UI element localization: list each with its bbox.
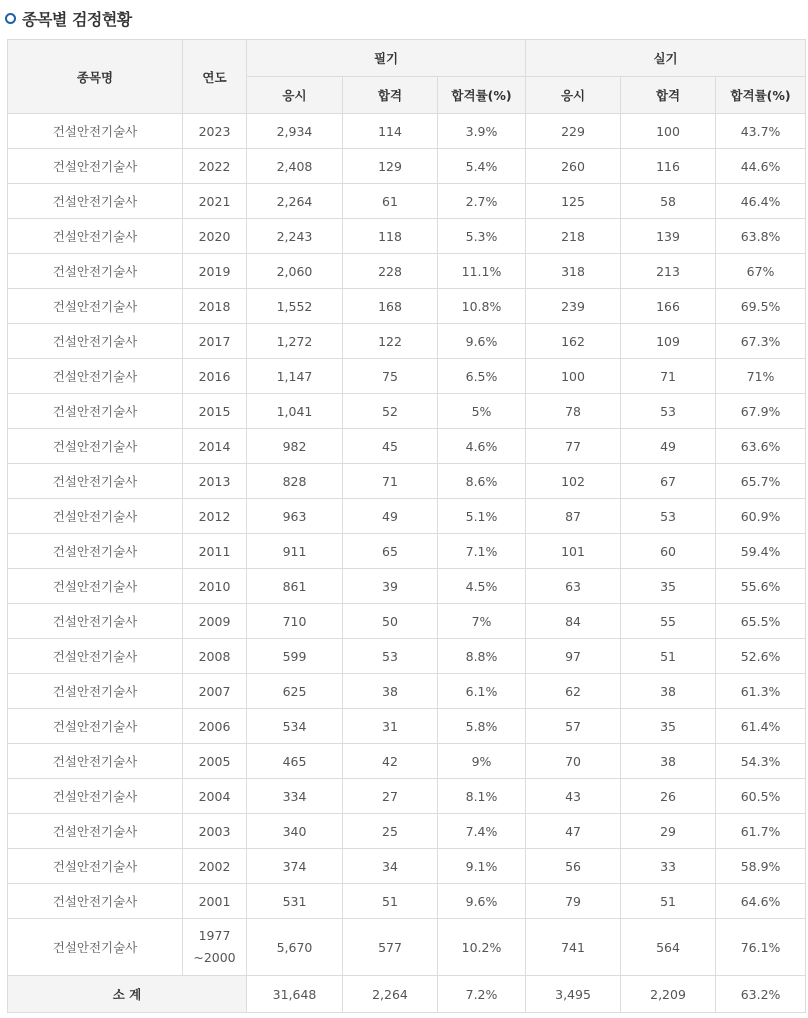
cell-written-pass: 45: [343, 429, 438, 464]
cell-written-pass: 34: [343, 849, 438, 884]
cell-written-rate: 3.9%: [438, 114, 526, 149]
cell-written-apply: 710: [247, 604, 343, 639]
cell-name: 건설안전기술사: [8, 779, 183, 814]
cell-written-pass: 118: [343, 219, 438, 254]
cell-written-rate: 9.6%: [438, 884, 526, 919]
table-row: [8, 639, 806, 674]
cell-name: 건설안전기술사: [8, 534, 183, 569]
cell-written-apply: 2,408: [247, 149, 343, 184]
cell-practical-apply: 218: [526, 219, 621, 254]
cell-practical-rate: 55.6%: [716, 569, 806, 604]
cell-practical-pass: 26: [621, 779, 716, 814]
cell-practical-pass: 67: [621, 464, 716, 499]
section-title: [0, 0, 808, 36]
cell-year: 2004: [183, 779, 247, 814]
cell-written-rate: 2.7%: [438, 184, 526, 219]
cell-practical-rate: 67%: [716, 254, 806, 289]
year-start: 1977: [198, 928, 231, 943]
cell-practical-pass: 166: [621, 289, 716, 324]
table-row: [8, 569, 806, 604]
cell-written-apply: 2,934: [247, 114, 343, 149]
cell-practical-rate: 61.3%: [716, 674, 806, 709]
cell-practical-apply: 62: [526, 674, 621, 709]
table-row: [8, 464, 806, 499]
header-practical-apply: 응시: [526, 77, 621, 114]
cell-written-rate: 4.5%: [438, 569, 526, 604]
subtotal-practical-apply: 3,495: [526, 976, 621, 1013]
cell-name: 건설안전기술사: [8, 709, 183, 744]
cell-written-apply: 911: [247, 534, 343, 569]
cell-written-apply: 534: [247, 709, 343, 744]
cell-written-apply: 340: [247, 814, 343, 849]
cell-practical-pass: 38: [621, 674, 716, 709]
cell-practical-rate: 52.6%: [716, 639, 806, 674]
exam-stats-table: [7, 39, 806, 1013]
cell-practical-pass: 49: [621, 429, 716, 464]
cell-name: 건설안전기술사: [8, 114, 183, 149]
cell-written-apply: 334: [247, 779, 343, 814]
cell-practical-apply: 56: [526, 849, 621, 884]
cell-practical-apply: 79: [526, 884, 621, 919]
subtotal-written-rate: 7.2%: [438, 976, 526, 1013]
cell-practical-pass: 51: [621, 639, 716, 674]
cell-written-rate: 8.1%: [438, 779, 526, 814]
cell-written-rate: 8.8%: [438, 639, 526, 674]
cell-written-rate: 4.6%: [438, 429, 526, 464]
cell-written-rate: 8.6%: [438, 464, 526, 499]
cell-name: 건설안전기술사: [8, 219, 183, 254]
cell-practical-pass: 71: [621, 359, 716, 394]
cell-name: 건설안전기술사: [8, 184, 183, 219]
cell-written-apply: 2,060: [247, 254, 343, 289]
cell-written-apply: 465: [247, 744, 343, 779]
cell-written-apply: 1,272: [247, 324, 343, 359]
cell-written-rate: 7%: [438, 604, 526, 639]
cell-written-rate: 6.1%: [438, 674, 526, 709]
header-item: 종목명: [8, 40, 183, 114]
cell-written-pass: 52: [343, 394, 438, 429]
cell-practical-apply: 84: [526, 604, 621, 639]
cell-name: 건설안전기술사: [8, 744, 183, 779]
cell-written-rate: 10.2%: [438, 919, 526, 976]
table-row: [8, 184, 806, 219]
cell-written-pass: 49: [343, 499, 438, 534]
cell-practical-apply: 77: [526, 429, 621, 464]
cell-practical-rate: 59.4%: [716, 534, 806, 569]
cell-year: 2014: [183, 429, 247, 464]
cell-practical-rate: 43.7%: [716, 114, 806, 149]
cell-written-rate: 9%: [438, 744, 526, 779]
cell-practical-apply: 47: [526, 814, 621, 849]
table-row: [8, 149, 806, 184]
cell-written-pass: 50: [343, 604, 438, 639]
cell-written-pass: 42: [343, 744, 438, 779]
subtotal-practical-pass: 2,209: [621, 976, 716, 1013]
cell-name: 건설안전기술사: [8, 919, 183, 976]
cell-name: 건설안전기술사: [8, 884, 183, 919]
cell-practical-apply: 239: [526, 289, 621, 324]
cell-practical-rate: 65.7%: [716, 464, 806, 499]
cell-written-apply: 2,243: [247, 219, 343, 254]
cell-year: 2013: [183, 464, 247, 499]
cell-year: 2016: [183, 359, 247, 394]
cell-name: 건설안전기술사: [8, 394, 183, 429]
cell-written-rate: 7.4%: [438, 814, 526, 849]
cell-year: 2003: [183, 814, 247, 849]
header-year: 연도: [183, 40, 247, 114]
cell-written-apply: 625: [247, 674, 343, 709]
table-row: [8, 359, 806, 394]
cell-written-apply: 2,264: [247, 184, 343, 219]
cell-practical-apply: 57: [526, 709, 621, 744]
cell-written-pass: 51: [343, 884, 438, 919]
cell-year: 2009: [183, 604, 247, 639]
cell-written-pass: 122: [343, 324, 438, 359]
header-written-rate: 합격률(%): [438, 77, 526, 114]
cell-year: 2008: [183, 639, 247, 674]
cell-name: 건설안전기술사: [8, 254, 183, 289]
cell-year: 2011: [183, 534, 247, 569]
cell-name: 건설안전기술사: [8, 814, 183, 849]
cell-practical-apply: 741: [526, 919, 621, 976]
cell-year: 2006: [183, 709, 247, 744]
cell-written-rate: 5%: [438, 394, 526, 429]
cell-practical-pass: 53: [621, 499, 716, 534]
cell-practical-apply: 162: [526, 324, 621, 359]
cell-written-rate: 11.1%: [438, 254, 526, 289]
cell-practical-rate: 69.5%: [716, 289, 806, 324]
cell-practical-apply: 97: [526, 639, 621, 674]
cell-written-rate: 5.1%: [438, 499, 526, 534]
cell-name: 건설안전기술사: [8, 149, 183, 184]
cell-practical-apply: 229: [526, 114, 621, 149]
header-practical-rate: 합격률(%): [716, 77, 806, 114]
header-written-apply: 응시: [247, 77, 343, 114]
header-written-pass: 합격: [343, 77, 438, 114]
table-row: [8, 604, 806, 639]
cell-name: 건설안전기술사: [8, 289, 183, 324]
cell-practical-pass: 60: [621, 534, 716, 569]
cell-written-apply: 599: [247, 639, 343, 674]
cell-practical-pass: 564: [621, 919, 716, 976]
subtotal-practical-rate: 63.2%: [716, 976, 806, 1013]
cell-practical-rate: 61.4%: [716, 709, 806, 744]
cell-year: 2022: [183, 149, 247, 184]
table-row: [8, 289, 806, 324]
cell-year: 2019: [183, 254, 247, 289]
cell-practical-rate: 76.1%: [716, 919, 806, 976]
circle-bullet-icon: [5, 13, 16, 24]
cell-practical-apply: 70: [526, 744, 621, 779]
cell-practical-pass: 29: [621, 814, 716, 849]
cell-written-pass: 228: [343, 254, 438, 289]
cell-practical-apply: 78: [526, 394, 621, 429]
section-title-text: 종목별 검정현황: [22, 9, 132, 29]
table-row: [8, 919, 806, 976]
cell-year: 2021: [183, 184, 247, 219]
table-row: [8, 394, 806, 429]
table-row: [8, 499, 806, 534]
cell-written-apply: 1,147: [247, 359, 343, 394]
cell-practical-pass: 55: [621, 604, 716, 639]
cell-practical-pass: 213: [621, 254, 716, 289]
cell-year: [183, 919, 247, 976]
cell-written-rate: 7.1%: [438, 534, 526, 569]
cell-written-apply: 828: [247, 464, 343, 499]
cell-practical-apply: 100: [526, 359, 621, 394]
cell-written-apply: 1,041: [247, 394, 343, 429]
cell-year: 2023: [183, 114, 247, 149]
cell-practical-pass: 100: [621, 114, 716, 149]
cell-written-pass: 39: [343, 569, 438, 604]
cell-written-apply: 531: [247, 884, 343, 919]
cell-practical-rate: 65.5%: [716, 604, 806, 639]
cell-practical-rate: 64.6%: [716, 884, 806, 919]
cell-practical-pass: 33: [621, 849, 716, 884]
table-row: [8, 744, 806, 779]
table-row: [8, 324, 806, 359]
cell-written-pass: 27: [343, 779, 438, 814]
cell-practical-rate: 67.9%: [716, 394, 806, 429]
cell-practical-rate: 60.9%: [716, 499, 806, 534]
table-row: [8, 884, 806, 919]
cell-written-rate: 6.5%: [438, 359, 526, 394]
cell-practical-pass: 38: [621, 744, 716, 779]
cell-written-apply: 5,670: [247, 919, 343, 976]
cell-practical-rate: 61.7%: [716, 814, 806, 849]
cell-year: 2015: [183, 394, 247, 429]
year-end: ~2000: [193, 950, 236, 965]
cell-written-apply: 963: [247, 499, 343, 534]
cell-written-pass: 53: [343, 639, 438, 674]
cell-written-pass: 25: [343, 814, 438, 849]
cell-written-pass: 71: [343, 464, 438, 499]
cell-written-apply: 982: [247, 429, 343, 464]
cell-written-rate: 5.8%: [438, 709, 526, 744]
subtotal-row: [8, 976, 806, 1013]
cell-written-rate: 10.8%: [438, 289, 526, 324]
cell-practical-rate: 63.6%: [716, 429, 806, 464]
cell-practical-pass: 58: [621, 184, 716, 219]
cell-year: 2018: [183, 289, 247, 324]
cell-name: 건설안전기술사: [8, 569, 183, 604]
table-row: [8, 114, 806, 149]
cell-written-apply: 861: [247, 569, 343, 604]
cell-practical-apply: 43: [526, 779, 621, 814]
table-row: [8, 709, 806, 744]
cell-practical-pass: 109: [621, 324, 716, 359]
cell-name: 건설안전기술사: [8, 849, 183, 884]
cell-practical-rate: 67.3%: [716, 324, 806, 359]
cell-year: 2020: [183, 219, 247, 254]
cell-practical-rate: 71%: [716, 359, 806, 394]
cell-practical-pass: 116: [621, 149, 716, 184]
cell-practical-apply: 318: [526, 254, 621, 289]
cell-practical-rate: 58.9%: [716, 849, 806, 884]
table-row: [8, 429, 806, 464]
cell-practical-apply: 101: [526, 534, 621, 569]
cell-name: 건설안전기술사: [8, 359, 183, 394]
header-practical: 실기: [526, 40, 806, 77]
cell-year: 2017: [183, 324, 247, 359]
table-row: [8, 849, 806, 884]
cell-name: 건설안전기술사: [8, 324, 183, 359]
table-row: [8, 254, 806, 289]
header-written: 필기: [247, 40, 526, 77]
cell-written-rate: 9.1%: [438, 849, 526, 884]
cell-year: 2007: [183, 674, 247, 709]
cell-practical-pass: 35: [621, 569, 716, 604]
cell-practical-pass: 35: [621, 709, 716, 744]
cell-practical-apply: 125: [526, 184, 621, 219]
subtotal-written-pass: 2,264: [343, 976, 438, 1013]
subtotal-label: 소 계: [8, 976, 247, 1013]
header-practical-pass: 합격: [621, 77, 716, 114]
cell-name: 건설안전기술사: [8, 464, 183, 499]
cell-year: 2010: [183, 569, 247, 604]
cell-name: 건설안전기술사: [8, 674, 183, 709]
cell-written-pass: 75: [343, 359, 438, 394]
cell-written-rate: 5.3%: [438, 219, 526, 254]
cell-practical-apply: 63: [526, 569, 621, 604]
table-body: [8, 114, 806, 1013]
cell-written-pass: 65: [343, 534, 438, 569]
cell-name: 건설안전기술사: [8, 429, 183, 464]
cell-practical-apply: 102: [526, 464, 621, 499]
cell-written-apply: 1,552: [247, 289, 343, 324]
cell-practical-pass: 53: [621, 394, 716, 429]
cell-practical-rate: 63.8%: [716, 219, 806, 254]
cell-name: 건설안전기술사: [8, 499, 183, 534]
cell-written-pass: 31: [343, 709, 438, 744]
cell-practical-rate: 54.3%: [716, 744, 806, 779]
cell-practical-rate: 46.4%: [716, 184, 806, 219]
cell-practical-pass: 139: [621, 219, 716, 254]
cell-name: 건설안전기술사: [8, 604, 183, 639]
cell-written-pass: 168: [343, 289, 438, 324]
table-row: [8, 779, 806, 814]
cell-written-rate: 5.4%: [438, 149, 526, 184]
table-row: [8, 674, 806, 709]
cell-year: 2002: [183, 849, 247, 884]
table-row: [8, 814, 806, 849]
cell-practical-apply: 87: [526, 499, 621, 534]
cell-practical-rate: 60.5%: [716, 779, 806, 814]
cell-year: 2001: [183, 884, 247, 919]
subtotal-written-apply: 31,648: [247, 976, 343, 1013]
cell-practical-apply: 260: [526, 149, 621, 184]
table-row: [8, 534, 806, 569]
cell-written-rate: 9.6%: [438, 324, 526, 359]
cell-written-pass: 129: [343, 149, 438, 184]
table-row: [8, 219, 806, 254]
cell-written-apply: 374: [247, 849, 343, 884]
cell-practical-pass: 51: [621, 884, 716, 919]
cell-year: 2005: [183, 744, 247, 779]
cell-written-pass: 61: [343, 184, 438, 219]
cell-written-pass: 38: [343, 674, 438, 709]
cell-written-pass: 114: [343, 114, 438, 149]
cell-year: 2012: [183, 499, 247, 534]
cell-written-pass: 577: [343, 919, 438, 976]
cell-practical-rate: 44.6%: [716, 149, 806, 184]
cell-name: 건설안전기술사: [8, 639, 183, 674]
